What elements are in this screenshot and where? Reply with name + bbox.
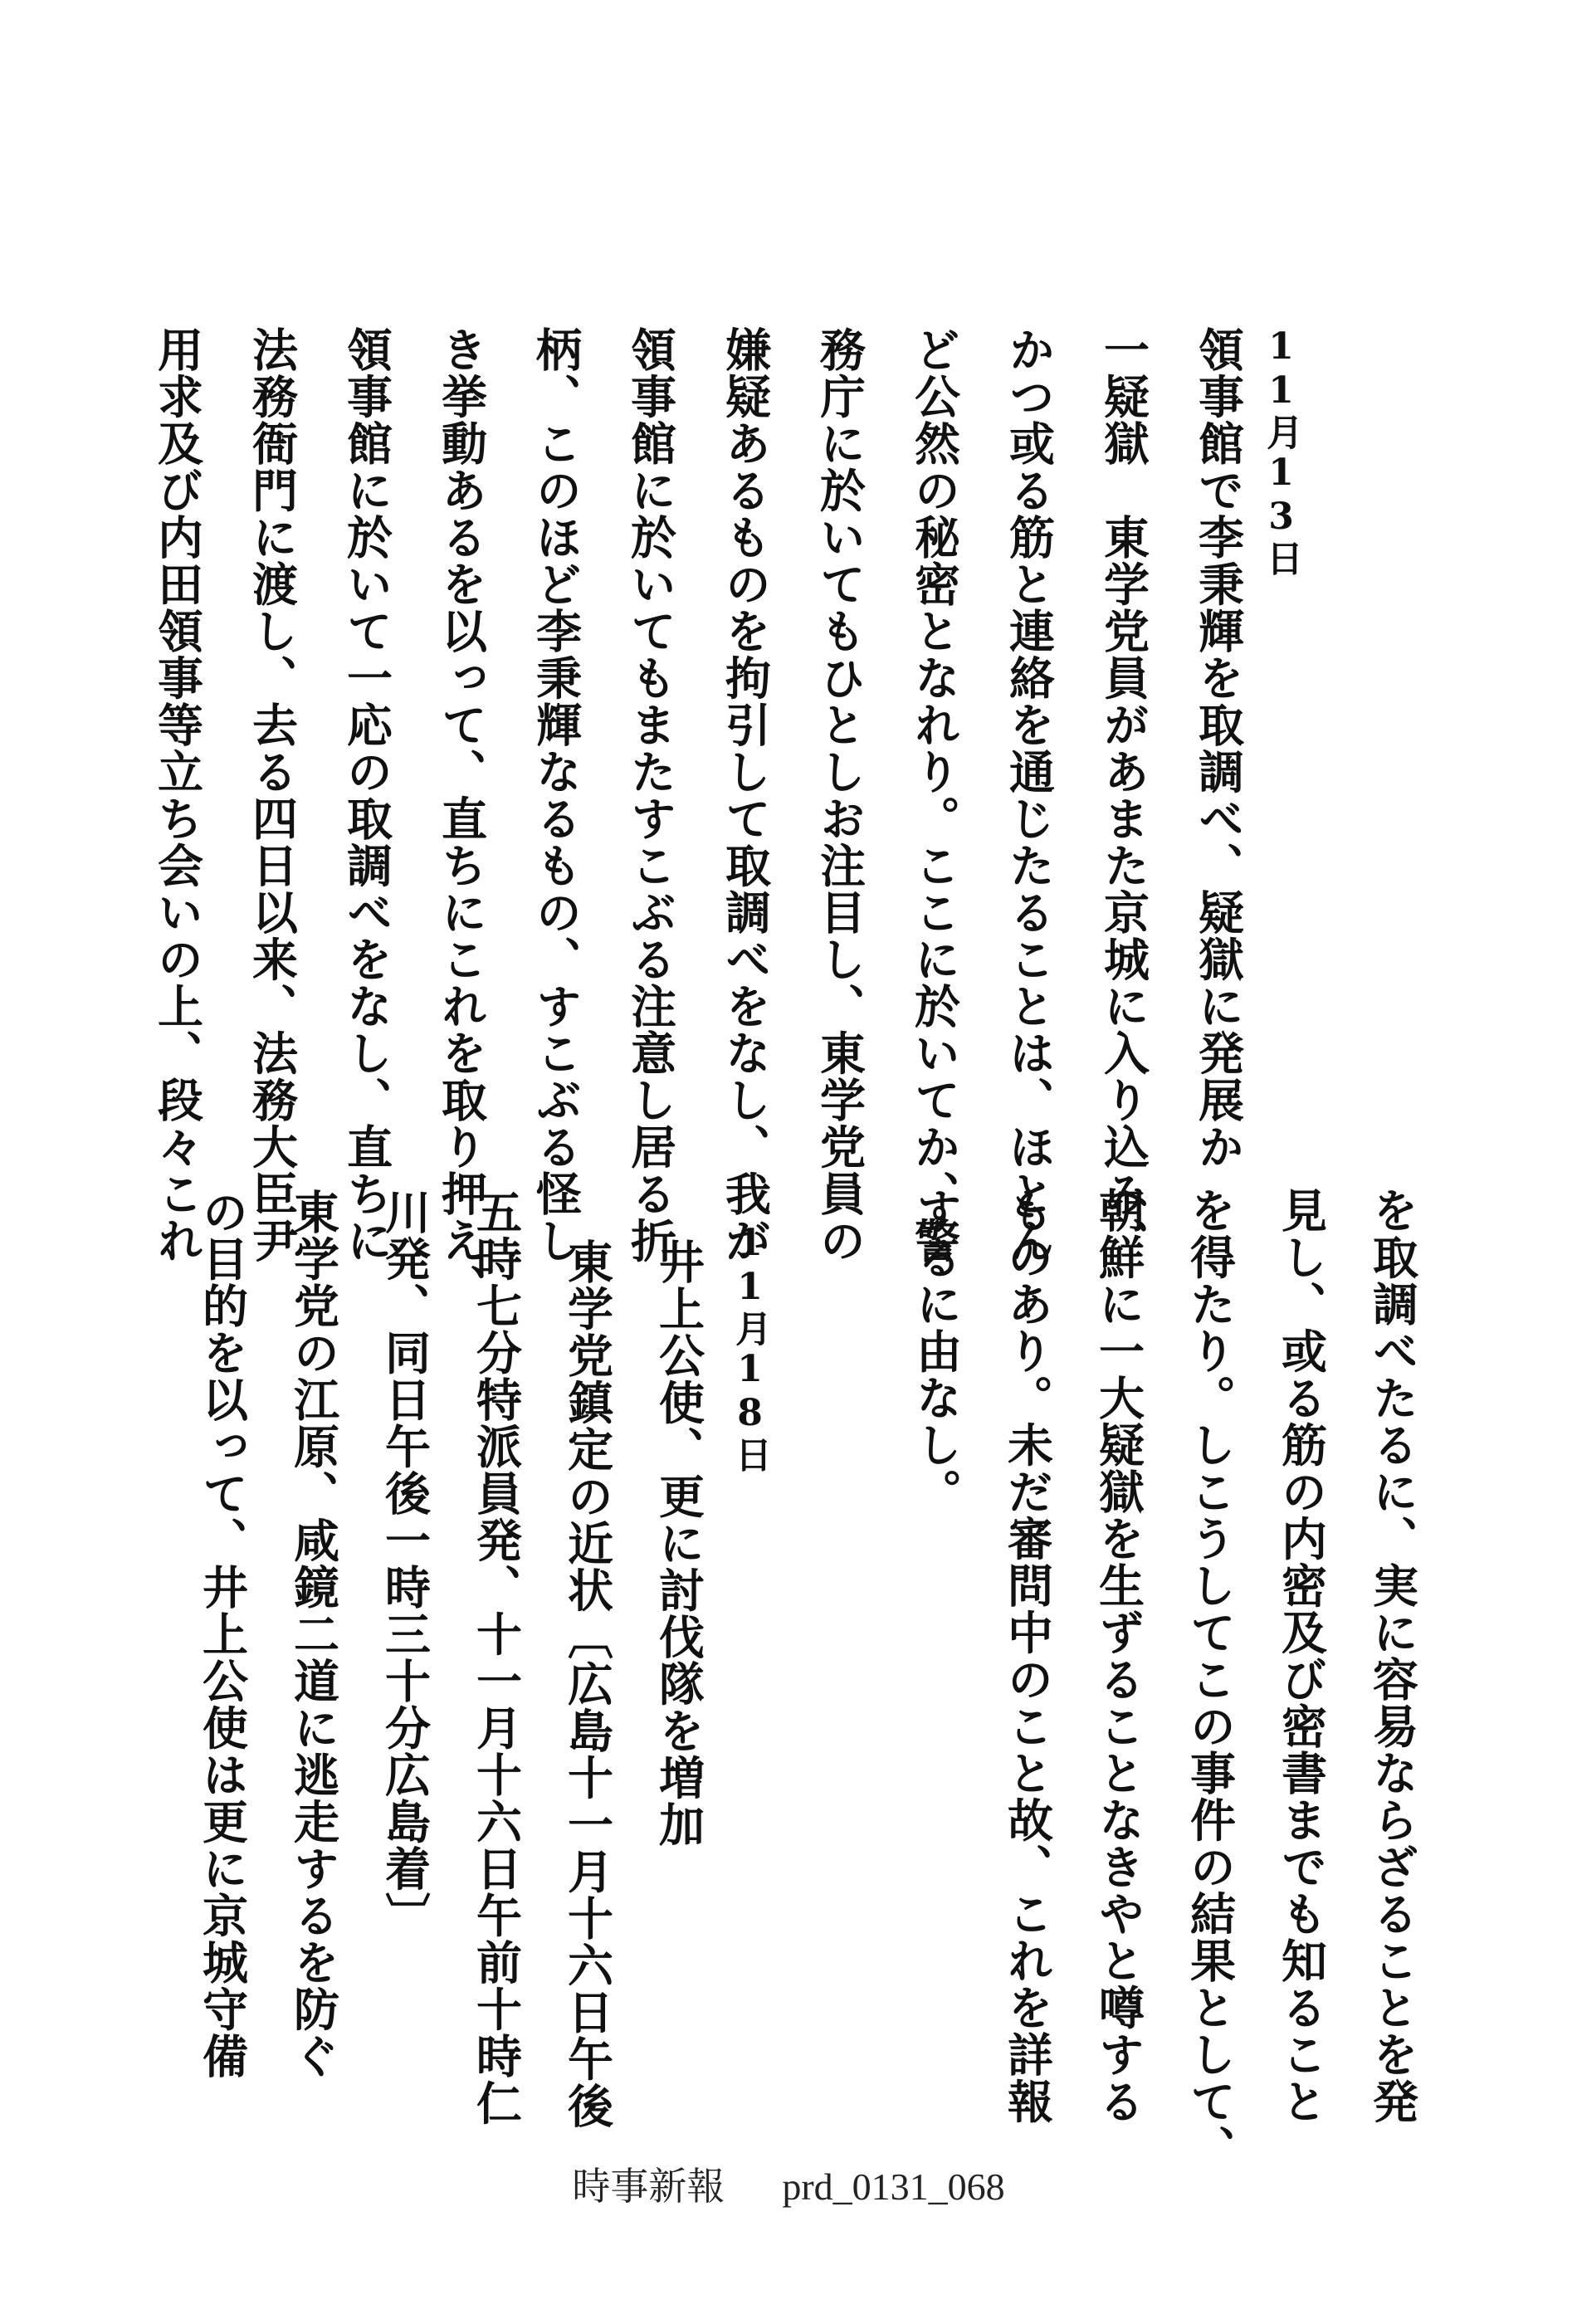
footer-source: 時事新報: [572, 2165, 725, 2208]
text-column: 五時七分特派員発、十一月十六日午前十時仁: [469, 1189, 523, 2126]
text-column: 見し、或る筋の内密及び密書までも知ること: [1274, 1187, 1328, 2125]
text-column: の目的を以って、井上公使は更に京城守備: [195, 1189, 249, 2080]
footer-id: prd_0131_068: [782, 2165, 1005, 2208]
text-column: 東学党鎮定の近状〔広島十一月十六日午後: [560, 1238, 614, 2130]
text-column: 一疑獄 東学党員があまた京城に入り込み、: [1096, 326, 1150, 1264]
text-column: 務庁に於いてもひとしお注目し、東学党員の: [813, 326, 867, 1264]
text-column: ものあり。未だ審問中のこと故、これを詳報: [1000, 1187, 1054, 2125]
text-column: ど公然の秘密となれり。ここに於いてか、警: [907, 326, 961, 1264]
text-column: 東学党の江原、咸鏡二道に逃走するを防ぐ: [286, 1189, 340, 2080]
article-headline: 領事館で李秉輝を取調べ、疑獄に発展か: [1191, 326, 1245, 1170]
text-column: 用求及び内田領事等立ち会いの上、段々これ: [150, 326, 204, 1264]
article-date: 11月18日: [729, 1222, 771, 1474]
text-column: 法務衙門に渡し、去る四日以来、法務大臣尹: [245, 326, 299, 1264]
page-footer: [0, 2156, 1577, 2211]
article-headline: 井上公使、更に討伐隊を増加: [652, 1238, 706, 1848]
text-column: を得たり。しこうしてこの事件の結果として、: [1183, 1187, 1237, 2172]
text-column: かつ或る筋と連絡を通じたることは、ほとん: [1002, 326, 1056, 1264]
text-column: 川発、同日午後一時三十分広島着〕: [378, 1189, 432, 1939]
article-date: 11月13日: [1260, 325, 1302, 578]
text-column: き挙動あるを以って、直ちにこれを取り押え、: [434, 326, 488, 1311]
text-column: 朝鮮に一大疑獄を生ずることなきやと噂する: [1091, 1187, 1145, 2125]
text-column: するに由なし。: [909, 1187, 963, 1516]
text-column: 領事館に於いてもまたすこぶる注意し居る折: [623, 326, 677, 1264]
text-column: を取調べたるに、実に容易ならざることを発: [1365, 1187, 1419, 2125]
text-column: 柄、このほど李秉輝なるもの、すこぶる怪し: [529, 326, 583, 1264]
text-column: 嫌疑あるものを拘引して取調べをなし、我が: [718, 326, 772, 1264]
text-column: 領事館に於いて一応の取調べをなし、直ちに: [339, 326, 393, 1264]
